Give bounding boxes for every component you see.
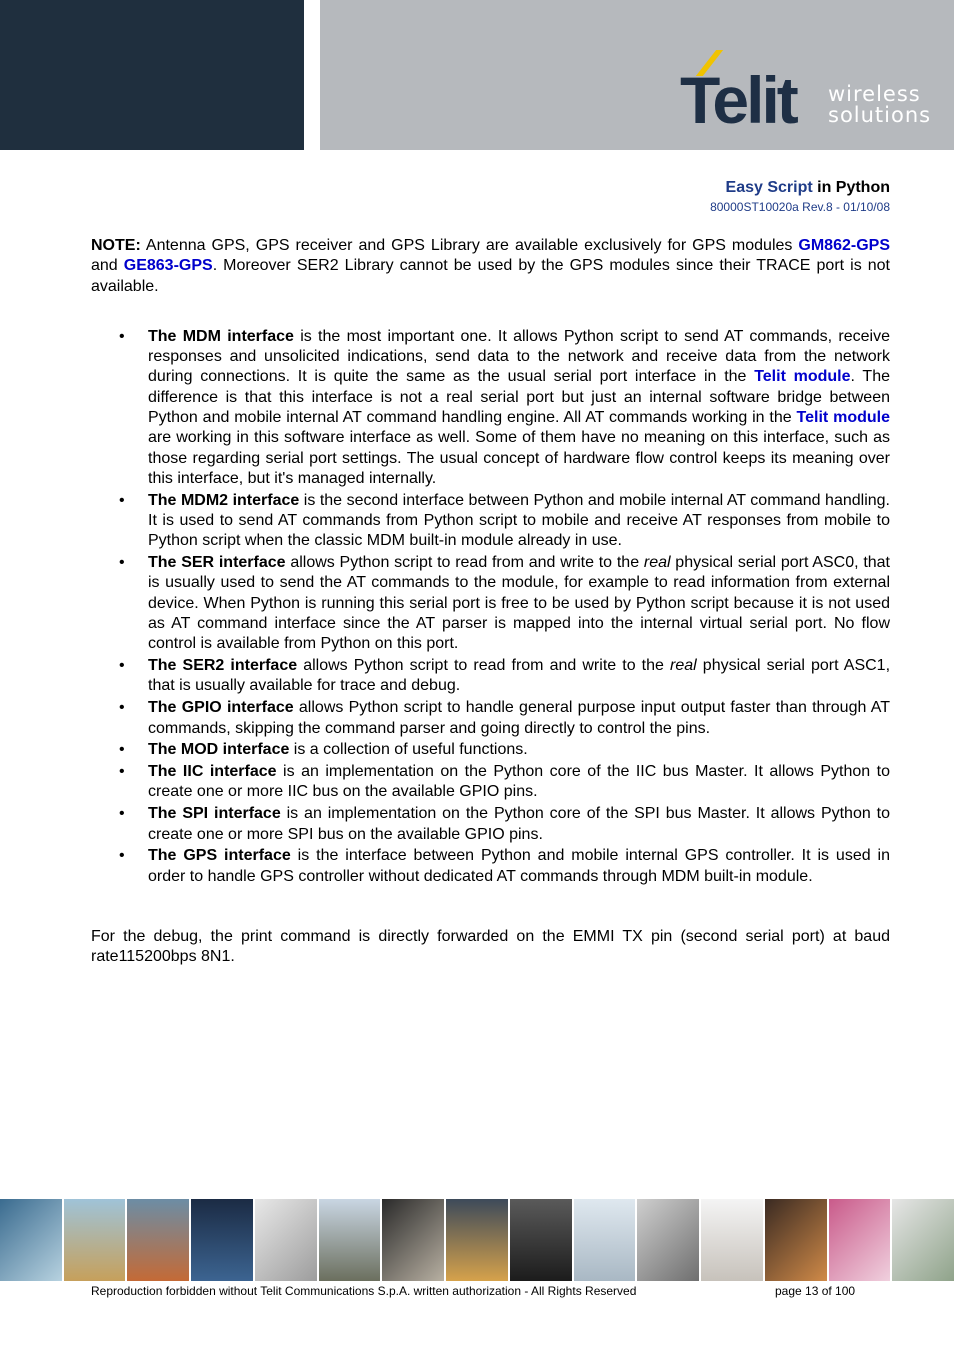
item-title: The SER interface bbox=[148, 554, 286, 572]
photo-tile bbox=[382, 1199, 444, 1281]
list-item-gps bbox=[91, 846, 890, 887]
item-emphasis: real bbox=[670, 657, 697, 675]
item-title: The IIC interface bbox=[148, 763, 277, 781]
item-text: allows Python script to handle general purpose input output faster than through AT commands, skipping the command parser and going directly to control the pins. bbox=[148, 699, 890, 737]
item-title: The MDM2 interface bbox=[148, 491, 300, 509]
interface-list bbox=[91, 327, 890, 887]
photo-tile bbox=[829, 1199, 891, 1281]
photo-tile bbox=[127, 1199, 189, 1281]
logo-tagline-line-2: solutions bbox=[828, 103, 932, 127]
document-title bbox=[726, 179, 890, 197]
item-text: allows Python script to read from and write to the bbox=[297, 657, 671, 675]
logo-tagline-line-1: wireless bbox=[828, 82, 921, 106]
logo-text: Telit bbox=[680, 63, 796, 137]
list-item-iic bbox=[91, 762, 890, 803]
keyword-telit-module: Telit module bbox=[796, 409, 890, 427]
logo-tagline bbox=[828, 84, 931, 126]
item-text: is an implementation on the Python core of the IIC bus Master. It allows Python to create one or more IIC bus on the available GPIO pins. bbox=[148, 763, 890, 801]
footer-photo-strip bbox=[0, 1199, 954, 1281]
item-text: is the interface between Python and mobile internal GPS controller. It is used in order to handle GPS controller without dedicated AT commands through MDM built-in module. bbox=[148, 847, 890, 885]
keyword-ge863-gps: GE863-GPS bbox=[123, 257, 213, 275]
item-title: The MDM interface bbox=[148, 327, 294, 345]
list-item-ser2 bbox=[91, 656, 890, 697]
photo-tile bbox=[0, 1199, 62, 1281]
photo-tile bbox=[255, 1199, 317, 1281]
list-item-gpio bbox=[91, 698, 890, 739]
note-text-3: . Moreover SER2 Library cannot be used by the GPS modules since their TRACE port is not available. bbox=[91, 257, 890, 295]
photo-tile bbox=[64, 1199, 126, 1281]
item-text: is an implementation on the Python core of the SPI bus Master. It allows Python to create one or more SPI bus on the available GPIO pins. bbox=[148, 805, 890, 843]
photo-tile bbox=[574, 1199, 636, 1281]
photo-tile bbox=[319, 1199, 381, 1281]
list-item-mod bbox=[91, 740, 890, 760]
note-label: NOTE: bbox=[91, 237, 141, 254]
item-text: physical serial port ASC0, that is usually used to send the AT commands to the module, for example to read information from external device. When Python is running this serial port is free to be used by Python script because it is not used as AT command interface since the AT parser is mapped into the internal virtual serial port. No flow control is available from Python on this port. bbox=[148, 554, 891, 653]
item-text: is the second interface between Python and mobile internal AT command handling. It is used to send AT commands from Python script to mobile and receive AT responses from mobile to Python script when the classic MDM built-in module already in use. bbox=[148, 491, 890, 550]
item-emphasis: real bbox=[643, 554, 671, 572]
telit-logo bbox=[676, 48, 936, 137]
item-title: The MOD interface bbox=[148, 741, 290, 759]
header-dark-panel bbox=[0, 0, 304, 150]
document-title-suffix: in Python bbox=[812, 179, 890, 196]
item-title: The GPIO interface bbox=[148, 699, 294, 717]
item-text: is the most important one. It allows Python script to send AT commands, receive responses and unsolicited indications, send data to the network and receive data from the network during connections. It is quite the same as the usual serial port interface in the bbox=[148, 327, 890, 386]
photo-tile bbox=[765, 1199, 827, 1281]
item-text: is a collection of useful functions. bbox=[289, 741, 528, 759]
document-revision: 80000ST10020a Rev.8 - 01/10/08 bbox=[710, 200, 890, 214]
photo-tile bbox=[446, 1199, 508, 1281]
photo-tile bbox=[510, 1199, 572, 1281]
item-title: The SPI interface bbox=[148, 805, 281, 823]
list-item-mdm2 bbox=[91, 491, 890, 552]
list-item-ser bbox=[91, 553, 890, 654]
footer-page-number: page 13 of 100 bbox=[775, 1284, 856, 1298]
document-title-brand: Easy Script bbox=[725, 179, 813, 196]
photo-tile bbox=[191, 1199, 253, 1281]
item-text: physical serial port ASC1, that is usually available for trace and debug. bbox=[148, 657, 891, 695]
item-title: The SER2 interface bbox=[148, 657, 298, 675]
keyword-gm862-gps: GM862-GPS bbox=[798, 237, 890, 254]
list-item-mdm bbox=[91, 327, 890, 489]
photo-tile bbox=[637, 1199, 699, 1281]
note-text-2: and bbox=[91, 257, 124, 275]
page-content bbox=[91, 236, 890, 968]
item-text: are working in this software interface as well. Some of them have no meaning on this interface, such as those regarding serial port settings. The usual concept of hardware flow control keeps its meaning over this interface, but it's managed internally. bbox=[148, 429, 890, 487]
note-paragraph bbox=[91, 236, 890, 297]
footer-copyright: Reproduction forbidden without Telit Communications S.p.A. written authorization - All Rights Reserved bbox=[91, 1284, 637, 1298]
item-text: allows Python script to read from and write to the bbox=[285, 554, 644, 572]
note-text-1: Antenna GPS, GPS receiver and GPS Library are available exclusively for GPS modules bbox=[140, 237, 799, 254]
item-text: . The difference is that this interface is not a real serial port but just an internal software bridge between Python and mobile internal AT command handling engine. All AT commands working in the bbox=[148, 368, 890, 427]
list-item-spi bbox=[91, 804, 890, 845]
debug-paragraph: For the debug, the print command is directly forwarded on the EMMI TX pin (second serial port) at baud rate115200bps 8N1. bbox=[91, 927, 890, 966]
photo-tile bbox=[892, 1199, 954, 1281]
photo-tile bbox=[701, 1199, 763, 1281]
keyword-telit-module: Telit module bbox=[754, 368, 851, 386]
item-title: The GPS interface bbox=[148, 847, 291, 865]
